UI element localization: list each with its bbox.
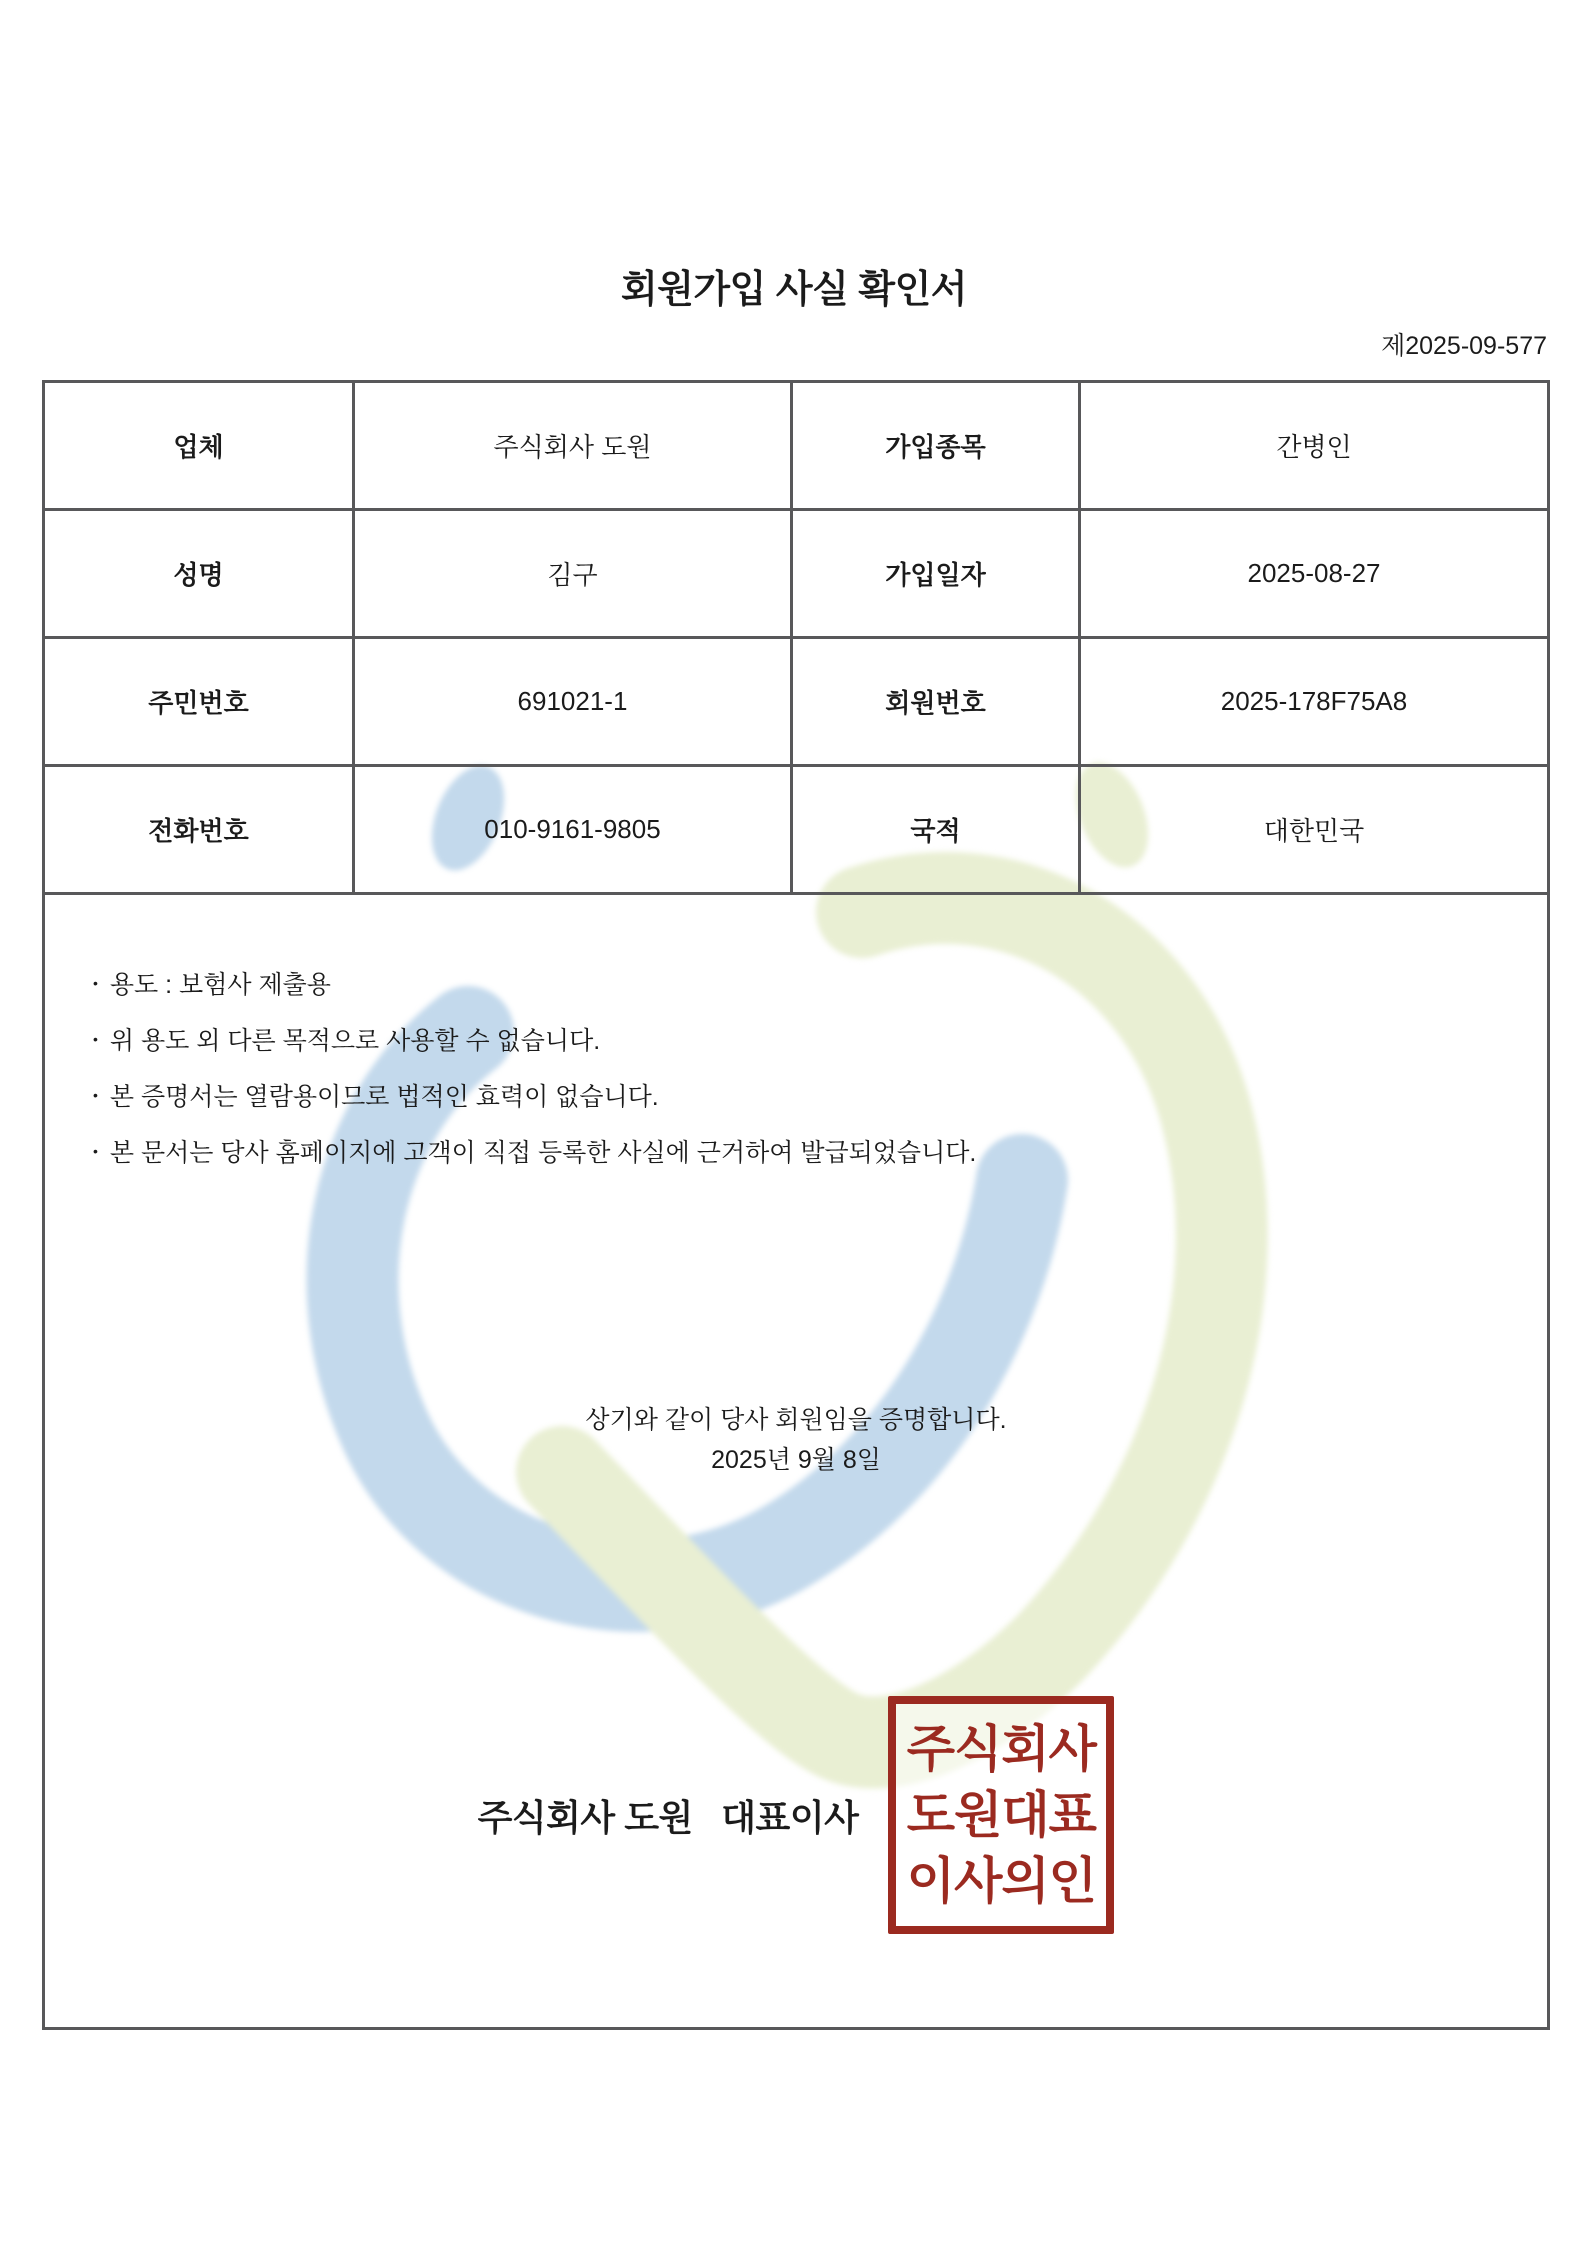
issue-date: 2025년 9월 8일: [711, 1446, 881, 1474]
member-number-value: 2025-178F75A8: [1080, 638, 1549, 766]
table-row: [44, 382, 1549, 510]
nationality-value: 대한민국: [1080, 766, 1549, 894]
note-text: 용도 : 보험사 제출용: [109, 971, 331, 999]
resident-id-label: 주민번호: [44, 638, 354, 766]
corporate-seal-stamp-icon: [888, 1696, 1114, 1934]
bullet-icon: •: [93, 975, 98, 991]
signature-text: 주식회사 도원 대표이사: [477, 1796, 859, 1838]
membership-type-label: 가입종목: [792, 382, 1080, 510]
signature-row: [45, 1695, 1547, 1935]
bullet-icon: •: [93, 1143, 98, 1159]
name-label: 성명: [44, 510, 354, 638]
notes-cell: [44, 894, 1549, 2029]
table-row: [44, 638, 1549, 766]
note-text: 본 증명서는 열람용이므로 법적인 효력이 없습니다.: [109, 1083, 659, 1111]
company-label: 업체: [44, 382, 354, 510]
note-item: [93, 955, 1507, 1011]
member-number-label: 회원번호: [792, 638, 1080, 766]
bullet-icon: •: [93, 1087, 98, 1103]
notes-row: [44, 894, 1549, 2029]
name-value: 김구: [354, 510, 792, 638]
certification-statement: 상기와 같이 당사 회원임을 증명합니다.: [585, 1406, 1007, 1434]
seal-text-row: 도원대표: [906, 1787, 1096, 1843]
company-value: 주식회사 도원: [354, 382, 792, 510]
seal-text-row: 주식회사: [906, 1721, 1096, 1777]
note-item: [93, 1067, 1507, 1123]
join-date-value: 2025-08-27: [1080, 510, 1549, 638]
notes-list: [93, 955, 1507, 1179]
join-date-label: 가입일자: [792, 510, 1080, 638]
seal-text-row: 이사의인: [906, 1853, 1096, 1909]
membership-type-value: 간병인: [1080, 382, 1549, 510]
nationality-label: 국적: [792, 766, 1080, 894]
resident-id-value: 691021-1: [354, 638, 792, 766]
phone-label: 전화번호: [44, 766, 354, 894]
document-number: 제2025-09-577: [1381, 332, 1547, 360]
note-text: 본 문서는 당사 홈페이지에 고객이 직접 등록한 사실에 근거하여 발급되었습니다.: [109, 1139, 977, 1167]
statement-block: [45, 1400, 1547, 1480]
note-item: [93, 1011, 1507, 1067]
page-title: 회원가입 사실 확인서: [621, 269, 967, 311]
table-row: [44, 766, 1549, 894]
bullet-icon: •: [93, 1031, 98, 1047]
table-row: [44, 510, 1549, 638]
note-item: [93, 1123, 1507, 1179]
phone-value: 010-9161-9805: [354, 766, 792, 894]
member-info-table: [42, 380, 1550, 2030]
note-text: 위 용도 외 다른 목적으로 사용할 수 없습니다.: [109, 1027, 601, 1055]
